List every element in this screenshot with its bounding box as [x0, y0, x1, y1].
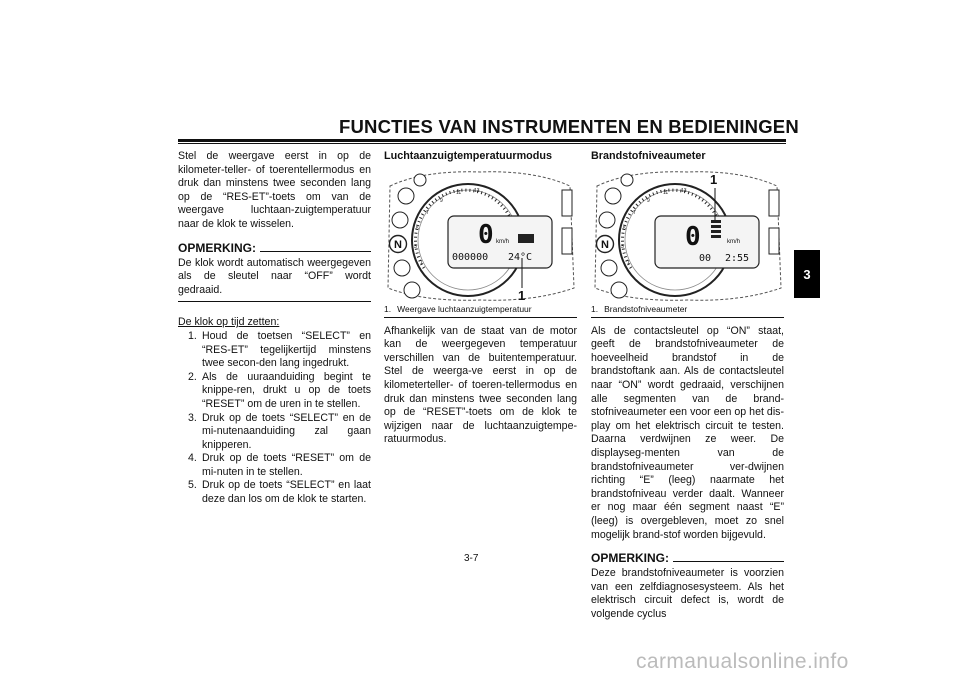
svg-text:7: 7 — [633, 209, 636, 216]
trip-readout: 00 — [699, 252, 712, 264]
svg-text:3: 3 — [414, 243, 417, 250]
figure-callout-1: 1 — [710, 171, 718, 187]
watermark: carmanualsonline.info — [636, 650, 849, 673]
svg-text:0: 0 — [685, 221, 701, 252]
header-rule-thin — [178, 143, 786, 144]
page-number: 3-7 — [464, 553, 479, 564]
figure-caption: 1. Brandstofniveaumeter — [591, 304, 784, 318]
note-heading — [591, 551, 784, 565]
figure-callout-1: 1 — [518, 287, 526, 303]
note-title: OPMERKING: — [178, 240, 256, 255]
section-title-fuel-gauge: Brandstofniveaumeter — [591, 150, 706, 162]
note-title: OPMERKING: — [591, 551, 669, 566]
svg-text:9: 9 — [440, 197, 443, 204]
column-1 — [178, 150, 371, 507]
svg-text:1: 1 — [627, 259, 630, 266]
svg-text:5: 5 — [416, 225, 419, 232]
svg-text:km/h: km/h — [727, 238, 741, 245]
svg-text:13: 13 — [681, 187, 687, 194]
odometer-readout: 000000 — [452, 251, 489, 263]
svg-text:11: 11 — [663, 189, 669, 196]
clock-readout: 2:55 — [725, 252, 750, 264]
temperature-readout: 24°C — [508, 251, 533, 263]
section-title-intake-temp: Luchtaanzuigtemperatuurmodus — [384, 150, 552, 162]
fuel-gauge-paragraph: Als de contactsleutel op “ON” staat, geeft de brandstofniveaumeter de hoeveelheid brandstof in de brandstoftank aan. Als de contactsleutel naar “ON” wordt gedraaid, verschijnen alle segmenten van de brand-stofniveaumeter een voor een op het dis-play om het elektrisch circuit te testen. Daarna verdwijnen ze weer. De displayseg-menten van de brandstofniveaumeter ver-dwijnen richting “E” (leeg) naarmate het brandstofniveau verder daalt. Wanneer er nog maar één segment naast “E” (leeg) is overgebleven, moet zo snel mogelijk brand-stof worden bijgevuld. — [591, 324, 784, 541]
speed-digit: 0 — [478, 219, 494, 250]
list-item: 1. Houd de toetsen “SELECT” en “RES-ET” tegelijkertijd minstens twee secon-den lang ingedrukt. — [188, 329, 371, 370]
intro-paragraph: Stel de weergave eerst in op de kilometer-teller- of toerentellermodus en druk dan minstens twee seconden lang op de “RES-ET”-toets om van de weergave luchtaan-zuigtemperatuur naar de klok te wisselen. — [178, 150, 371, 230]
svg-text:5: 5 — [623, 225, 626, 232]
dashboard-figure-temperature — [384, 168, 577, 304]
svg-text:11: 11 — [456, 189, 462, 196]
speed-unit: km/h — [496, 238, 510, 245]
svg-text:N: N — [601, 238, 609, 251]
figure-caption: 1. Weergave luchtaanzuigtemperatuur — [384, 304, 577, 318]
svg-text:13: 13 — [474, 187, 480, 194]
note-heading — [178, 241, 371, 255]
list-item: 2. Als de uuraanduiding begint te knippe-ren, drukt u op de toets “RESET” om de uren in te stellen. — [188, 370, 371, 410]
dashboard-illustration — [384, 168, 577, 304]
column-3 — [591, 150, 784, 621]
steps-title: De klok op tijd zetten: — [178, 316, 280, 329]
dashboard-illustration — [591, 168, 784, 304]
svg-text:9: 9 — [647, 197, 650, 204]
svg-text:1: 1 — [420, 259, 423, 266]
neutral-indicator: N — [394, 238, 402, 251]
chapter-tab: 3 — [794, 250, 820, 298]
intake-temp-paragraph: Afhankelijk van de staat van de motor kan de weergegeven temperatuur verschillen van de buitentemperatuur. Stel de weerga-ve eerst in op de kilometerteller- of toeren-tellermodus en druk dan minstens twee seconden lang op de “RESET”-toets om de klok te wijzigen naar de luchtaanzuigtempe-ratuurmodus. — [384, 324, 577, 446]
note-text: De klok wordt automatisch weergegeven als de sleutel naar “OFF” wordt gedraaid. — [178, 256, 371, 296]
list-item: 5. Druk op de toets “SELECT” en laat deze dan los om de klok te starten. — [188, 479, 371, 506]
page-header-title: FUNCTIES VAN INSTRUMENTEN EN BEDIENINGEN — [339, 116, 799, 137]
list-item: 3. Druk op de toets “SELECT” en de mi-nutenaanduiding zal gaan knipperen. — [188, 411, 371, 451]
note-end-rule — [178, 301, 371, 302]
dashboard-figure-fuel — [591, 168, 784, 304]
list-item: 4. Druk op de toets “RESET” om de mi-nuten in te stellen. — [188, 452, 371, 478]
note-text: Deze brandstofniveaumeter is voorzien van een zelfdiagnosesysteem. Als het elektrisch circuit defect is, wordt de volgende cyclus — [591, 567, 784, 620]
column-2 — [384, 150, 577, 447]
svg-text:7: 7 — [426, 209, 429, 216]
svg-text:3: 3 — [621, 243, 624, 250]
steps-list — [178, 330, 371, 507]
header-rule — [178, 139, 786, 142]
